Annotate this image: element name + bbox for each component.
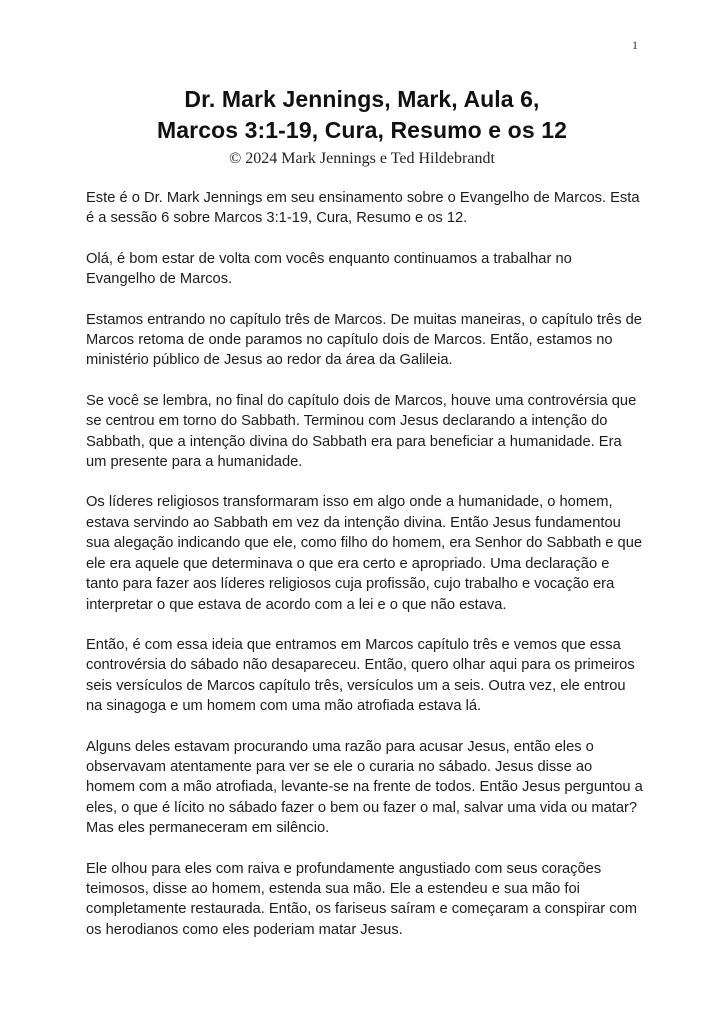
document-header <box>0 84 724 168</box>
paragraph: Este é o Dr. Mark Jennings em seu ensinamento sobre o Evangelho de Marcos. Esta é a sessão 6 sobre Marcos 3:1-19, Cura, Resumo e os 12. <box>86 190 640 227</box>
copyright-line: © 2024 Mark Jennings e Ted Hildebrandt <box>229 150 495 167</box>
document-body <box>86 188 644 960</box>
paragraph: Ele olhou para eles com raiva e profundamente angustiado com seus corações teimosos, disse ao homem, estenda sua mão. Ele a estendeu e sua mão foi completamente restaurada. Então, os fariseus saíram e começaram a conspirar com os herodianos como eles poderiam matar Jesus. <box>86 860 638 938</box>
page-number: 1 <box>632 38 638 52</box>
paragraph: Se você se lembra, no final do capítulo dois de Marcos, houve uma controvérsia que se centrou em torno do Sabbath. Terminou com Jesus declarando a intenção do Sabbath, que a intenção divina do Sabbath era para beneficiar a humanidade. Era um presente para a humanidade. <box>86 392 637 471</box>
document-title-line-1: Dr. Mark Jennings, Mark, Aula 6, <box>184 86 540 112</box>
document-title-line-2: Marcos 3:1-19, Cura, Resumo e os 12 <box>157 117 567 143</box>
paragraph: Alguns deles estavam procurando uma razão para acusar Jesus, então eles o observavam atentamente para ver se ele o curaria no sábado. Jesus disse ao homem com a mão atrofiada, levante-se na frente de todos. Então Jesus perguntou a eles, o que é lícito no sábado fazer o bem ou fazer o mal, salvar uma vida ou matar? Mas eles permaneceram em silêncio. <box>86 738 643 837</box>
paragraph: Então, é com essa ideia que entramos em Marcos capítulo três e vemos que essa controvérsia do sábado não desapareceu. Então, quero olhar aqui para os primeiros seis versículos de Marcos capítulo três, versículos um a seis. Outra vez, ele entrou na sinagoga e um homem com uma mão atrofiada estava lá. <box>86 636 635 715</box>
paragraph: Olá, é bom estar de volta com vocês enquanto continuamos a trabalhar no Evangelho de Marcos. <box>86 250 572 288</box>
paragraph: Os líderes religiosos transformaram isso em algo onde a humanidade, o homem, estava servindo ao Sabbath em vez da intenção divina. Então Jesus fundamentou sua alegação indicando que ele, como filho do homem, era Senhor do Sabbath e que ele era aquele que determinava o que era certo e apropriado. Uma declaração e tanto para fazer aos líderes religiosos cuja profissão, cujo trabalho e vocação era interpretar o que estava de acordo com a lei e o que não estava. <box>86 494 643 613</box>
paragraph: Estamos entrando no capítulo três de Marcos. De muitas maneiras, o capítulo três de Marcos retoma de onde paramos no capítulo dois de Marcos. Então, estamos no ministério público de Jesus ao redor da área da Galileia. <box>86 311 642 369</box>
